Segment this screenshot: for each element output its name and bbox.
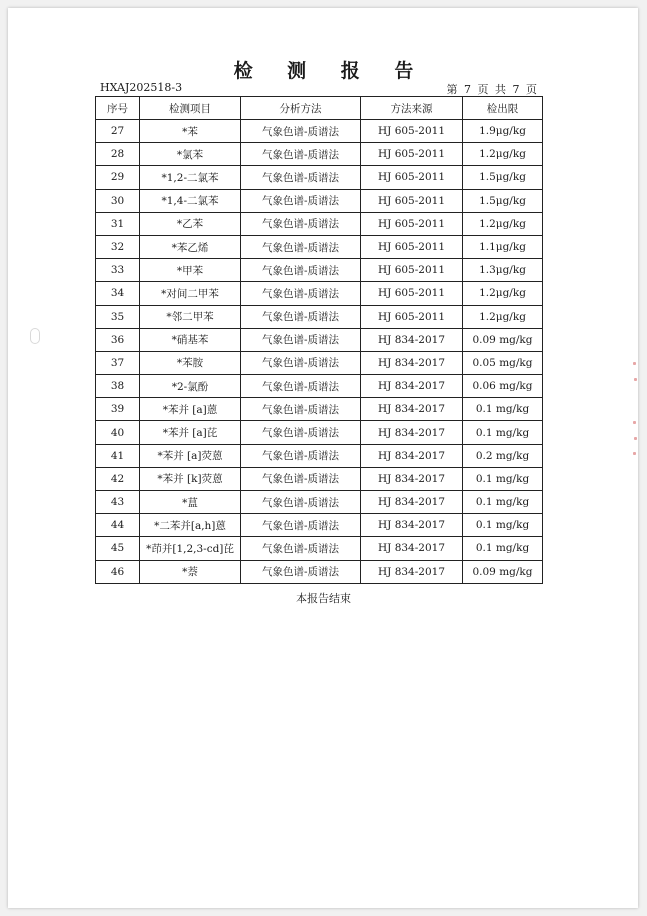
method-source-cell: HJ 834-2017 — [361, 491, 463, 514]
method-source-cell: HJ 834-2017 — [361, 375, 463, 398]
analysis-method-cell: 气象色谱-质谱法 — [241, 166, 361, 189]
column-header-method: 分析方法 — [241, 97, 361, 120]
detection-limit-cell: 0.06 mg/kg — [463, 375, 543, 398]
test-item-cell: *苯 — [140, 120, 241, 143]
method-source-cell: HJ 605-2011 — [361, 120, 463, 143]
stamp-trace — [633, 362, 636, 365]
stamp-trace — [634, 437, 637, 440]
table-row — [96, 120, 543, 143]
detection-limit-cell: 0.1 mg/kg — [463, 491, 543, 514]
detection-limit-cell: 1.3μg/kg — [463, 259, 543, 282]
row-index-cell: 44 — [96, 514, 140, 537]
table-row — [96, 259, 543, 282]
method-source-cell: HJ 834-2017 — [361, 444, 463, 467]
detection-limit-cell: 1.2μg/kg — [463, 282, 543, 305]
stamp-trace — [633, 452, 636, 455]
method-source-cell: HJ 605-2011 — [361, 259, 463, 282]
row-index-cell: 43 — [96, 491, 140, 514]
detection-limit-cell: 0.1 mg/kg — [463, 398, 543, 421]
stamp-trace — [634, 378, 637, 381]
detection-limit-cell: 0.1 mg/kg — [463, 421, 543, 444]
test-item-cell: *乙苯 — [140, 212, 241, 235]
method-source-cell: HJ 605-2011 — [361, 143, 463, 166]
row-index-cell: 27 — [96, 120, 140, 143]
test-item-cell: *茚并[1,2,3-cd]芘 — [140, 537, 241, 560]
page-indicator: 第 7 页 共 7 页 — [446, 83, 537, 96]
detection-limit-cell: 1.1μg/kg — [463, 235, 543, 258]
detection-limit-cell: 0.05 mg/kg — [463, 351, 543, 374]
row-index-cell: 30 — [96, 189, 140, 212]
detection-limit-cell: 0.1 mg/kg — [463, 467, 543, 490]
method-source-cell: HJ 605-2011 — [361, 166, 463, 189]
test-item-cell: *苯并 [k]荧蒽 — [140, 467, 241, 490]
detection-limit-cell: 1.9μg/kg — [463, 120, 543, 143]
analysis-method-cell: 气象色谱-质谱法 — [241, 189, 361, 212]
column-header-item: 检测项目 — [140, 97, 241, 120]
method-source-cell: HJ 834-2017 — [361, 537, 463, 560]
analysis-method-cell: 气象色谱-质谱法 — [241, 235, 361, 258]
method-source-cell: HJ 605-2011 — [361, 282, 463, 305]
row-index-cell: 40 — [96, 421, 140, 444]
analysis-method-cell: 气象色谱-质谱法 — [241, 120, 361, 143]
table-header-row — [96, 97, 543, 120]
method-source-cell: HJ 834-2017 — [361, 514, 463, 537]
analysis-method-cell: 气象色谱-质谱法 — [241, 259, 361, 282]
test-item-cell: *对间二甲苯 — [140, 282, 241, 305]
analysis-method-cell: 气象色谱-质谱法 — [241, 467, 361, 490]
method-source-cell: HJ 834-2017 — [361, 351, 463, 374]
test-item-cell: *甲苯 — [140, 259, 241, 282]
table-row — [96, 375, 543, 398]
end-of-report-note: 本报告结束 — [296, 592, 351, 605]
method-source-cell: HJ 834-2017 — [361, 421, 463, 444]
table-row — [96, 444, 543, 467]
row-index-cell: 35 — [96, 305, 140, 328]
analysis-method-cell: 气象色谱-质谱法 — [241, 143, 361, 166]
table-row — [96, 305, 543, 328]
test-item-cell: *苯乙烯 — [140, 235, 241, 258]
row-index-cell: 39 — [96, 398, 140, 421]
row-index-cell: 29 — [96, 166, 140, 189]
row-index-cell: 32 — [96, 235, 140, 258]
row-index-cell: 33 — [96, 259, 140, 282]
row-index-cell: 37 — [96, 351, 140, 374]
detection-limit-cell: 1.2μg/kg — [463, 143, 543, 166]
detection-limit-cell: 1.5μg/kg — [463, 189, 543, 212]
test-item-cell: *蒀 — [140, 491, 241, 514]
analysis-method-cell: 气象色谱-质谱法 — [241, 282, 361, 305]
table-row — [96, 328, 543, 351]
column-header-index: 序号 — [96, 97, 140, 120]
test-item-cell: *硝基苯 — [140, 328, 241, 351]
table-row — [96, 467, 543, 490]
test-item-cell: *苯胺 — [140, 351, 241, 374]
row-index-cell: 34 — [96, 282, 140, 305]
table-row — [96, 351, 543, 374]
detection-limit-cell: 0.1 mg/kg — [463, 537, 543, 560]
analysis-method-cell: 气象色谱-质谱法 — [241, 398, 361, 421]
method-source-cell: HJ 834-2017 — [361, 467, 463, 490]
test-item-cell: *苯并 [a]荧蒽 — [140, 444, 241, 467]
analysis-method-cell: 气象色谱-质谱法 — [241, 560, 361, 583]
detection-limit-cell: 0.1 mg/kg — [463, 514, 543, 537]
stamp-trace — [633, 421, 636, 424]
analysis-method-cell: 气象色谱-质谱法 — [241, 421, 361, 444]
row-index-cell: 41 — [96, 444, 140, 467]
analysis-method-cell: 气象色谱-质谱法 — [241, 375, 361, 398]
table-row — [96, 235, 543, 258]
analysis-method-cell: 气象色谱-质谱法 — [241, 514, 361, 537]
test-item-cell: *苯并 [a]蒽 — [140, 398, 241, 421]
method-source-cell: HJ 834-2017 — [361, 560, 463, 583]
table-row — [96, 491, 543, 514]
table-row — [96, 166, 543, 189]
row-index-cell: 36 — [96, 328, 140, 351]
row-index-cell: 28 — [96, 143, 140, 166]
analysis-method-cell: 气象色谱-质谱法 — [241, 351, 361, 374]
test-item-cell: *1,2-二氯苯 — [140, 166, 241, 189]
test-item-cell: *2-氯酚 — [140, 375, 241, 398]
method-source-cell: HJ 605-2011 — [361, 305, 463, 328]
table-row — [96, 143, 543, 166]
detection-limit-cell: 1.5μg/kg — [463, 166, 543, 189]
analysis-method-cell: 气象色谱-质谱法 — [241, 537, 361, 560]
analysis-method-cell: 气象色谱-质谱法 — [241, 444, 361, 467]
analysis-method-cell: 气象色谱-质谱法 — [241, 328, 361, 351]
table-body — [96, 120, 543, 584]
test-item-cell: *苯并 [a]芘 — [140, 421, 241, 444]
table-row — [96, 537, 543, 560]
method-source-cell: HJ 834-2017 — [361, 398, 463, 421]
method-source-cell: HJ 834-2017 — [361, 328, 463, 351]
analysis-method-cell: 气象色谱-质谱法 — [241, 491, 361, 514]
table-row — [96, 212, 543, 235]
detection-limit-cell: 0.09 mg/kg — [463, 560, 543, 583]
test-item-cell: *1,4-二氯苯 — [140, 189, 241, 212]
row-index-cell: 42 — [96, 467, 140, 490]
test-item-cell: *萘 — [140, 560, 241, 583]
table-row — [96, 189, 543, 212]
detection-limit-cell: 1.2μg/kg — [463, 305, 543, 328]
table-row — [96, 514, 543, 537]
report-number: HXAJ202518-3 — [100, 81, 183, 94]
detection-limit-cell: 0.2 mg/kg — [463, 444, 543, 467]
document-title: 检 测 报 告 — [233, 60, 428, 82]
table-row — [96, 421, 543, 444]
test-item-cell: *邻二甲苯 — [140, 305, 241, 328]
row-index-cell: 46 — [96, 560, 140, 583]
row-index-cell: 38 — [96, 375, 140, 398]
test-item-cell: *氯苯 — [140, 143, 241, 166]
test-item-cell: *二苯并[a,h]蒽 — [140, 514, 241, 537]
results-table — [95, 96, 543, 584]
method-source-cell: HJ 605-2011 — [361, 235, 463, 258]
table-row — [96, 282, 543, 305]
detection-limit-cell: 0.09 mg/kg — [463, 328, 543, 351]
method-source-cell: HJ 605-2011 — [361, 212, 463, 235]
column-header-limit: 检出限 — [463, 97, 543, 120]
binding-hole-mark — [30, 328, 40, 344]
detection-limit-cell: 1.2μg/kg — [463, 212, 543, 235]
column-header-source: 方法来源 — [361, 97, 463, 120]
table-row — [96, 560, 543, 583]
analysis-method-cell: 气象色谱-质谱法 — [241, 212, 361, 235]
method-source-cell: HJ 605-2011 — [361, 189, 463, 212]
table-row — [96, 398, 543, 421]
row-index-cell: 31 — [96, 212, 140, 235]
analysis-method-cell: 气象色谱-质谱法 — [241, 305, 361, 328]
row-index-cell: 45 — [96, 537, 140, 560]
